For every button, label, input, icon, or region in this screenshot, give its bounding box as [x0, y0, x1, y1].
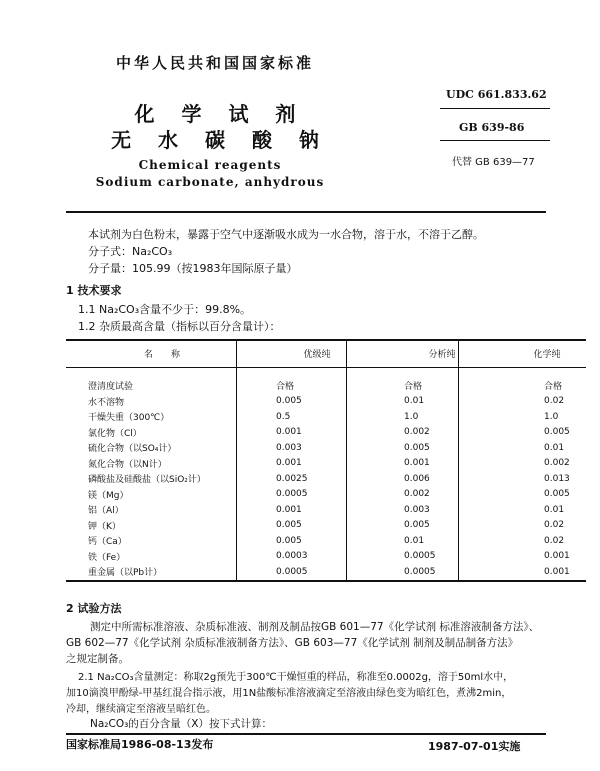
cell-name: 硫化合物（以SO₄计）: [88, 444, 177, 455]
cell-value: 0.0025: [276, 473, 308, 484]
cell-value: 0.005: [544, 489, 570, 500]
cell-value: 0.01: [544, 442, 565, 453]
table-row: [66, 518, 586, 534]
table-row: [66, 487, 586, 503]
cell-name: 镁（Mg）: [88, 490, 129, 501]
cell-value: 0.01: [404, 535, 425, 546]
cell-name: 铝（Al）: [88, 506, 124, 517]
cell-value: 0.002: [404, 489, 430, 500]
replaces-note: 代替 GB 639—77: [452, 157, 535, 168]
cell-value: 0.002: [404, 427, 430, 438]
cell-value: 0.0005: [276, 489, 308, 500]
title-separator: [66, 211, 546, 213]
section2-para1-line3: 之规定制备。: [66, 653, 129, 665]
header-guaranteed: 优级纯: [303, 350, 331, 360]
section2-para2-line1: 2.1 Na₂CO₃含量测定：称取2g预先于300℃干燥恒重的样品，称准至0.0002g，溶于50ml水中，: [78, 672, 514, 683]
table-row: [66, 502, 586, 518]
section1-item-1-2: 1.2 杂质最高含量（指标以百分含量计）：: [78, 320, 281, 333]
header-name: 名 称: [143, 350, 180, 360]
intro-formula: 分子式：Na₂CO₃: [88, 245, 173, 258]
cell-value: 0.005: [404, 520, 430, 531]
section2-para2-line2: 加10滴溴甲酚绿-甲基红混合指示液，用1N盐酸标准溶液滴定至溶液由绿色变为暗红色，煮沸2min，: [66, 688, 512, 699]
cell-value: 0.001: [544, 551, 570, 562]
cell-name: 氯化物（Cl）: [88, 428, 142, 439]
section2-para2-line4: Na₂CO₃的百分含量（X）按下式计算：: [90, 718, 272, 730]
table-row: [66, 440, 586, 456]
table-row: [66, 564, 586, 580]
title-cn-line1: 化 学 试 剂: [134, 102, 306, 126]
header-chemically-pure: 化学纯: [533, 350, 561, 360]
cell-value: 0.003: [276, 442, 302, 453]
cell-value: 0.001: [544, 566, 570, 577]
cell-name: 澄清度试验: [88, 382, 134, 393]
cell-value: 0.005: [544, 427, 570, 438]
cell-value: 0.02: [544, 520, 565, 531]
section2-para2-line3: 冷却，继续滴定至溶液呈暗红色。: [66, 704, 216, 715]
cell-value: 合格: [276, 382, 295, 393]
table-row: [66, 378, 586, 394]
cell-value: 0.02: [544, 396, 565, 407]
cell-value: 0.01: [404, 396, 425, 407]
cell-value: 0.01: [544, 504, 565, 515]
cell-value: 0.005: [276, 396, 302, 407]
cell-value: 1.0: [544, 411, 559, 422]
cell-name: 钙（Ca）: [88, 537, 127, 548]
table-row: [66, 471, 586, 487]
cell-value: 0.0005: [404, 551, 436, 562]
cell-value: 0.003: [404, 504, 430, 515]
footer-rule: [66, 733, 546, 735]
section1-item-1-1: 1.1 Na₂CO₃含量不少于：99.8%。: [78, 303, 252, 316]
cell-value: 0.0003: [276, 551, 308, 562]
gb-number: GB 639-86: [459, 121, 525, 134]
table-row: [66, 533, 586, 549]
cell-name: 重金属（以Pb计）: [88, 568, 163, 579]
impurity-table: [66, 339, 586, 580]
section2-para1-line2: GB 602—77《化学试剂 杂质标准液制备方法》、GB 603—77《化学试剂 制剂及制品制备方法》: [66, 637, 519, 649]
cell-name: 铁（Fe）: [88, 552, 126, 563]
table-row: [66, 394, 586, 410]
title-en-line2: Sodium carbonate, anhydrous: [95, 175, 325, 189]
cell-name: 氮化合物（以N计）: [88, 459, 167, 470]
cell-value: 0.02: [544, 535, 565, 546]
cell-value: 0.005: [404, 442, 430, 453]
table-row: [66, 456, 586, 472]
table-row: [66, 425, 586, 441]
table-row: [66, 549, 586, 565]
header-rule: [440, 140, 550, 141]
udc-code: UDC 661.833.62: [446, 88, 547, 101]
section2-heading: 2 试验方法: [66, 602, 122, 615]
cell-name: 钾（K）: [88, 521, 121, 532]
cell-value: 合格: [404, 382, 423, 393]
cell-value: 0.005: [276, 535, 302, 546]
cell-value: 0.002: [544, 458, 570, 469]
table-spacer-row: [66, 368, 586, 378]
national-standard-heading: 中华人民共和国国家标准: [115, 54, 314, 72]
cell-value: 0.005: [276, 520, 302, 531]
table-row: [66, 409, 586, 425]
section1-heading: 1 技术要求: [66, 284, 122, 297]
header-rule: [440, 108, 550, 109]
cell-value: 0.001: [404, 458, 430, 469]
cell-value: 0.001: [276, 427, 302, 438]
issued-date: 国家标准局1986-08-13发布: [66, 738, 214, 751]
section2-para1-line1: 测定中所需标准溶液、杂质标准液、制剂及制品按GB 601—77《化学试剂 标准溶液制备方法》、: [90, 621, 540, 633]
effective-date: 1987-07-01实施: [428, 740, 521, 753]
table-spacer-cell: [66, 368, 586, 378]
cell-value: 0.0005: [276, 566, 308, 577]
cell-name: 磷酸盐及硅酸盐（以SiO₂计）: [88, 475, 206, 486]
cell-value: 0.0005: [404, 566, 436, 577]
title-en-line1: Chemical reagents: [138, 158, 282, 172]
cell-value: 0.001: [276, 458, 302, 469]
cell-name: 干燥失重（300℃）: [88, 413, 170, 424]
cell-value: 合格: [544, 382, 563, 393]
table-bottom-rule: [66, 580, 586, 582]
header-analytical: 分析纯: [428, 350, 456, 360]
cell-value: 0.006: [404, 473, 430, 484]
cell-value: 0.013: [544, 473, 570, 484]
title-cn-line2: 无 水 碳 酸 钠: [111, 128, 329, 152]
intro-molecular-weight: 分子量：105.99（按1983年国际原子量）: [88, 262, 298, 275]
cell-name: 水不溶物: [88, 397, 125, 408]
cell-value: 0.5: [276, 411, 291, 422]
table-header-row: [66, 339, 586, 368]
intro-description: 本试剂为白色粉末，暴露于空气中逐渐吸水成为一水合物，溶于水，不溶于乙醇。: [88, 228, 484, 241]
cell-value: 0.001: [276, 504, 302, 515]
cell-value: 1.0: [404, 411, 419, 422]
